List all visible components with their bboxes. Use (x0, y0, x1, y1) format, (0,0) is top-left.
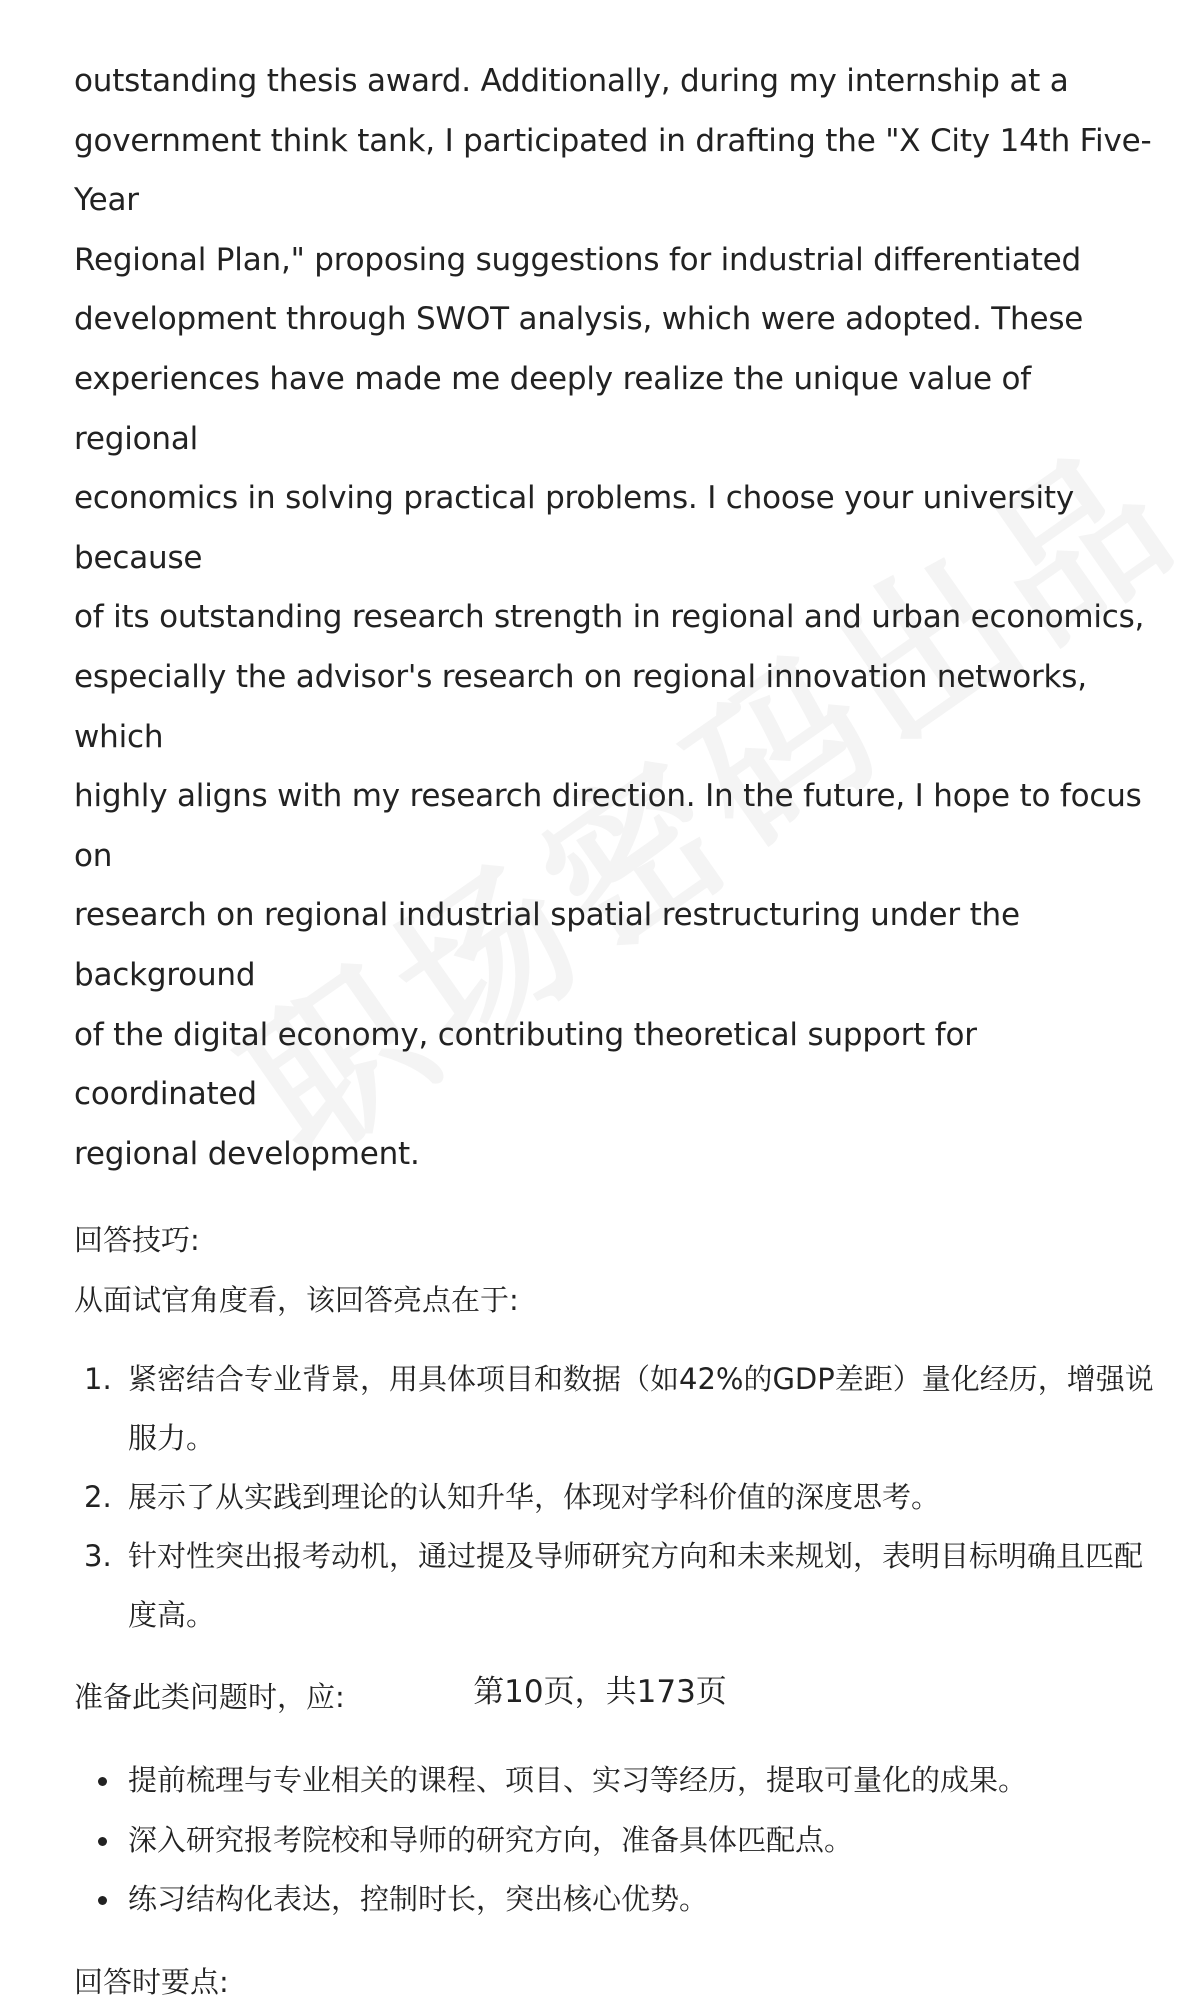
page-footer: 第10页，共173页 (473, 1674, 727, 1710)
paragraph-line: government think tank, I participated in drafting the "X City 14th Five-Year (74, 122, 1152, 219)
highlights-list (74, 1350, 1154, 1645)
paragraph-line: Regional Plan," proposing suggestions for industrial differentiated (74, 241, 1081, 278)
paragraph-line: development through SWOT analysis, which were adopted. These (74, 301, 1084, 338)
tips-heading: 回答技巧: (74, 1223, 200, 1258)
list-number: 3. (84, 1539, 112, 1574)
prep-list (74, 1751, 1154, 1930)
paragraph-line: outstanding thesis award. Additionally, during my internship at a (74, 63, 1069, 99)
paragraph-line: regional development. (74, 1135, 420, 1172)
paragraph-line: of the digital economy, contributing theoretical support for coordinated (74, 1016, 977, 1113)
list-number: 2. (84, 1480, 112, 1515)
list-item-text: 展示了从实践到理论的认知升华，体现对学科价值的深度思考。 (128, 1480, 941, 1515)
answer-points-heading: 回答时要点: (74, 1964, 229, 1999)
list-item-text: 紧密结合专业背景，用具体项目和数据（如42%的GDP差距）量化经历，增强说服力。 (128, 1362, 1154, 1456)
list-item (74, 1468, 1154, 1527)
paragraph-line: research on regional industrial spatial restructuring under the background (74, 897, 1020, 993)
answer-paragraph (74, 52, 1154, 1184)
list-item (74, 1870, 1154, 1930)
paragraph-line: highly aligns with my research direction. In the future, I hope to focus on (74, 778, 1142, 874)
paragraph-line: of its outstanding research strength in regional and urban economics, (74, 599, 1145, 636)
paragraph-line: economics in solving practical problems. I choose your university because (74, 480, 1074, 576)
list-number: 1. (84, 1362, 112, 1397)
bullet-icon (98, 1777, 107, 1786)
list-item-text: 练习结构化表达，控制时长，突出核心优势。 (128, 1882, 709, 1917)
prep-heading: 准备此类问题时，应: (74, 1680, 345, 1715)
list-item (74, 1350, 1154, 1468)
list-item-text: 深入研究报考院校和导师的研究方向，准备具体匹配点。 (128, 1822, 854, 1857)
list-item (74, 1527, 1154, 1645)
highlights-heading: 从面试官角度看，该回答亮点在于: (74, 1283, 519, 1318)
paragraph-line: especially the advisor's research on regional innovation networks, which (74, 658, 1087, 755)
list-item-text: 针对性突出报考动机，通过提及导师研究方向和未来规划，表明目标明确且匹配度高。 (128, 1539, 1144, 1633)
paragraph-line: experiences have made me deeply realize the unique value of regional (74, 360, 1032, 457)
bullet-icon (98, 1837, 107, 1846)
bullet-icon (98, 1896, 107, 1905)
list-item-text: 提前梳理与专业相关的课程、项目、实习等经历，提取可量化的成果。 (128, 1763, 1028, 1798)
list-item (74, 1751, 1154, 1811)
list-item (74, 1811, 1154, 1871)
